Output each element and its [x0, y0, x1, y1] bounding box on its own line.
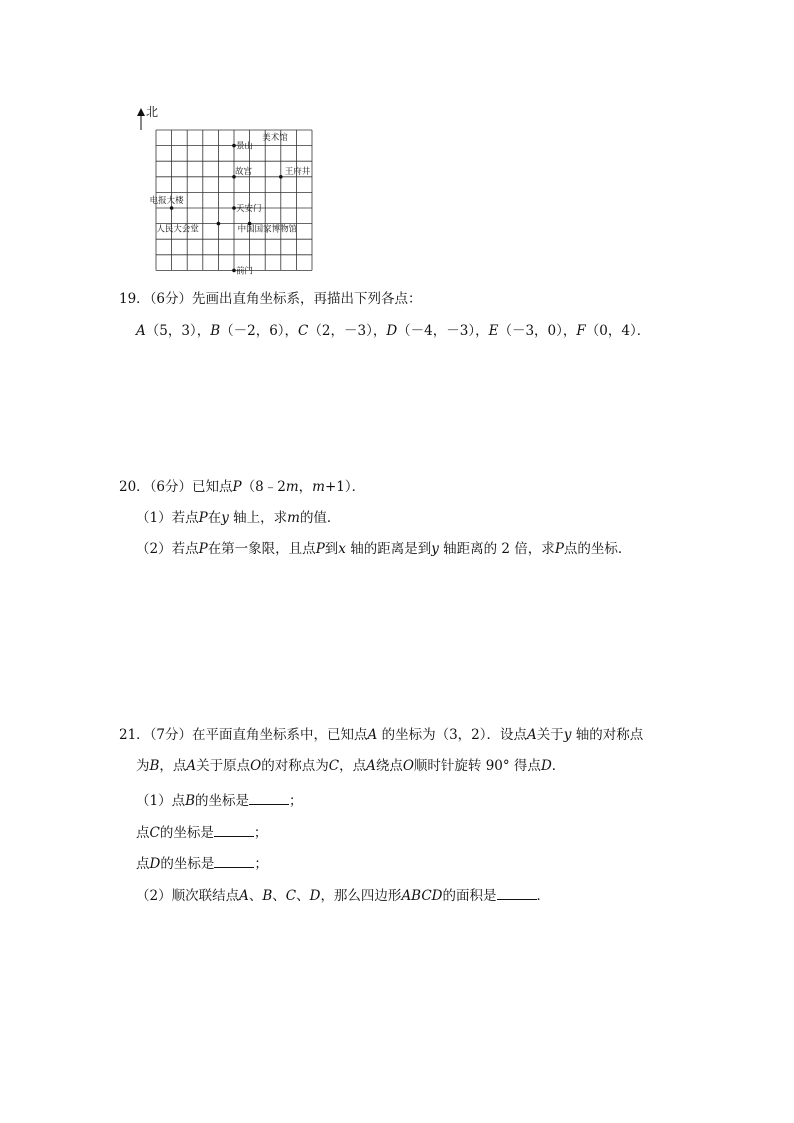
place-dot: [279, 175, 283, 179]
point-coords: （0，4）: [585, 323, 637, 339]
q21-d-line: [136, 855, 268, 872]
q20-number: 20．: [119, 479, 150, 495]
text: 点: [136, 856, 150, 872]
q20-comma: ，: [298, 479, 313, 495]
q19-score: （6分）: [149, 291, 193, 307]
q21-score: （7分）: [149, 727, 193, 743]
var: A: [366, 758, 376, 774]
q20-score: （6分）: [149, 479, 193, 495]
place-label: 故宫: [235, 166, 253, 177]
var: P: [198, 541, 208, 557]
var: O: [402, 758, 414, 774]
text: 顺时针旋转 90° 得点: [413, 758, 541, 774]
var: C: [285, 888, 297, 904]
point-name: B: [210, 323, 221, 339]
var: D: [309, 888, 321, 904]
text: 的面积是: [442, 888, 497, 904]
var: B: [185, 793, 196, 809]
q20-var-m: m: [312, 479, 325, 495]
text: ，点: [339, 758, 367, 774]
var: D: [149, 856, 161, 872]
var: A: [527, 727, 537, 743]
place-dot: [217, 222, 221, 226]
q20-coords-open: （8﹣2: [241, 479, 286, 495]
q19-text: 先画出直角坐标系，再描出下列各点：: [192, 291, 422, 307]
answer-blank[interactable]: [249, 792, 289, 805]
text: 在: [207, 510, 222, 526]
text: （2）若点: [136, 541, 199, 557]
point-name: C: [298, 323, 309, 339]
var: B: [262, 888, 273, 904]
text: ；: [289, 793, 303, 809]
text: （1）点: [136, 793, 186, 809]
text: 、: [272, 888, 286, 904]
separator: ，: [372, 323, 387, 339]
var: y: [431, 541, 439, 557]
place-label: 前门: [236, 266, 254, 275]
var: P: [198, 510, 208, 526]
point-name: E: [488, 323, 499, 339]
q21-part1: [136, 792, 303, 809]
place-label: 电报大楼: [149, 196, 184, 206]
text: 点: [136, 825, 150, 841]
text: ，那么四边形: [320, 888, 402, 904]
answer-blank[interactable]: [497, 887, 537, 900]
text: （1）若点: [136, 510, 199, 526]
q20-var-m: m: [285, 479, 299, 495]
text: 轴的对称点: [571, 727, 644, 743]
text: 的坐标是: [159, 825, 214, 841]
var: D: [540, 758, 552, 774]
q21-stem-line1: [119, 729, 643, 743]
text: 、: [296, 888, 310, 904]
q20-coords-close: +1）．: [324, 479, 366, 495]
q19-points: [136, 325, 650, 339]
q20-stem-text: 已知点: [192, 479, 233, 495]
text: 为: [136, 758, 150, 774]
var: A: [239, 888, 249, 904]
q20-stem: [119, 481, 365, 495]
place-label: 美术馆: [262, 133, 288, 143]
q20-part2: [136, 543, 631, 557]
text: ；: [254, 856, 268, 872]
map-places: [150, 132, 311, 275]
text: 关于原点: [196, 758, 251, 774]
text: 到: [324, 541, 339, 557]
q19-stem: [119, 293, 422, 307]
place-label: 人民大会堂: [156, 224, 199, 235]
text: ．: [551, 758, 566, 774]
var: m: [287, 510, 300, 526]
text: ；: [253, 825, 268, 841]
q21-part2: [136, 887, 550, 904]
text: 的坐标是: [195, 793, 250, 809]
point-coords: （－2，6）: [220, 323, 285, 339]
text: 绕点: [375, 758, 403, 774]
text: 轴的距离是到: [345, 541, 432, 557]
q21-c-line: [136, 824, 267, 841]
place-label: 天安门: [236, 204, 262, 214]
point-coords: （2，－3）: [308, 323, 373, 339]
place-label: 王府井: [284, 166, 311, 177]
north-label: 北: [146, 105, 159, 119]
north-arrow: [137, 108, 145, 130]
var: A: [186, 758, 197, 774]
text: 轴上，求: [228, 510, 288, 526]
point-name: F: [576, 323, 586, 339]
point-coords: （－4，－3）: [397, 323, 476, 339]
q21-number: 21．: [119, 727, 150, 743]
var: A: [367, 727, 378, 743]
q20-part1: [136, 512, 340, 526]
separator: ．: [636, 323, 651, 339]
text: 在平面直角坐标系中，已知点: [192, 727, 368, 743]
var: C: [328, 758, 340, 774]
var: y: [563, 727, 572, 743]
text: 点的坐标．: [563, 541, 632, 557]
var: C: [149, 825, 160, 841]
separator: ，: [562, 323, 577, 339]
text: 在第一象限，且点: [207, 541, 316, 557]
q19-number: 19．: [119, 291, 150, 307]
text: 的坐标为（3，2）．设点: [377, 727, 528, 743]
place-dot: [170, 206, 174, 210]
q20-point: P: [232, 479, 242, 495]
q21-stem-line2: [136, 760, 565, 774]
text: 轴距离的 2 倍，求: [438, 541, 555, 557]
place-label: 景山: [236, 141, 254, 152]
answer-blank[interactable]: [214, 824, 254, 837]
var: B: [149, 758, 160, 774]
text: 的对称点为: [261, 758, 329, 774]
text: 、: [248, 888, 263, 904]
separator: ，: [284, 323, 299, 339]
var: x: [338, 541, 346, 557]
beijing-grid-map: [132, 100, 322, 275]
point-name: A: [136, 323, 146, 339]
var: P: [315, 541, 325, 557]
var: O: [250, 758, 262, 774]
text: ，点: [159, 758, 187, 774]
text: （2）顺次联结点: [136, 888, 240, 904]
var: P: [554, 541, 564, 557]
var: y: [221, 510, 229, 526]
place-label: 中国国家博物馆: [237, 224, 298, 235]
point-coords: （－3，0）: [498, 323, 563, 339]
point-name: D: [386, 323, 398, 339]
text: 的坐标是: [160, 856, 215, 872]
var: ABCD: [401, 888, 443, 904]
text: ．: [536, 888, 551, 904]
text: 关于: [536, 727, 564, 743]
point-coords: （5，3）: [145, 323, 197, 339]
text: 的值．: [299, 510, 341, 526]
separator: ，: [196, 323, 211, 339]
separator: ，: [475, 323, 489, 339]
answer-blank[interactable]: [214, 855, 254, 868]
